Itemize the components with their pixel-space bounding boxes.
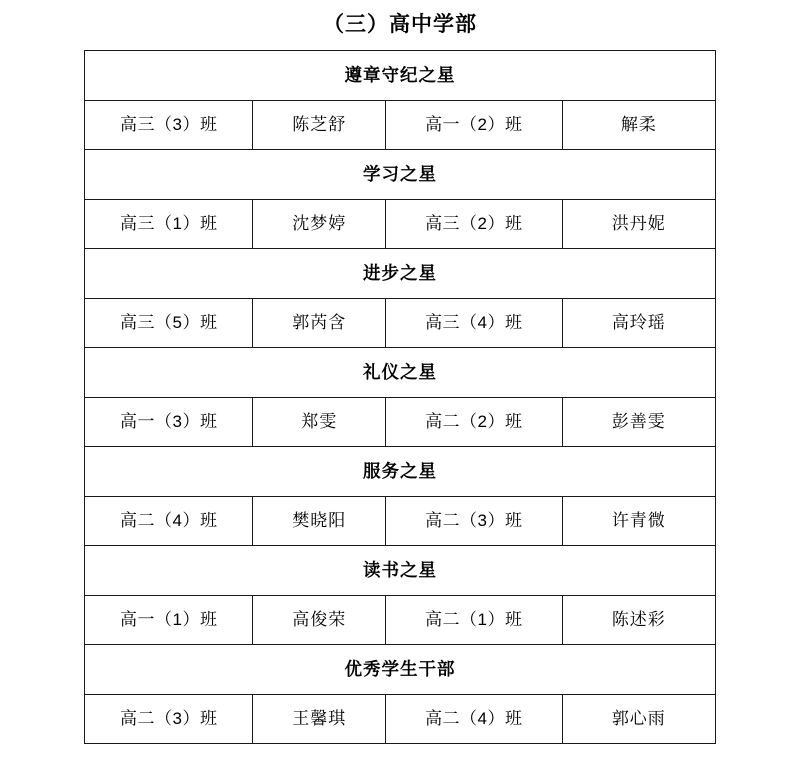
award-table-container [84,50,716,744]
award-table [84,50,716,744]
class-cell: 高二（3）班 [85,695,253,744]
name-cell: 彭善雯 [562,398,715,447]
name-cell: 陈芝舒 [253,101,386,150]
class-cell: 高一（1）班 [85,596,253,645]
page-title: （三）高中学部 [323,13,477,36]
class-cell: 高一（2）班 [385,101,562,150]
name-cell: 沈梦婷 [253,200,386,249]
class-cell: 高三（5）班 [85,299,253,348]
table-row-category [85,51,716,101]
category-title: 服务之星 [85,447,716,497]
name-cell: 高玲瑶 [562,299,715,348]
class-cell: 高二（2）班 [385,398,562,447]
class-cell: 高二（1）班 [385,596,562,645]
category-title: 读书之星 [85,546,716,596]
table-row-category [85,348,716,398]
category-title: 优秀学生干部 [85,645,716,695]
category-title: 遵章守纪之星 [85,51,716,101]
table-row [85,695,716,744]
name-cell: 郑雯 [253,398,386,447]
table-row-category [85,546,716,596]
table-row [85,299,716,348]
category-title: 进步之星 [85,249,716,299]
award-table-body [85,51,716,744]
table-row-category [85,249,716,299]
table-row [85,497,716,546]
category-title: 礼仪之星 [85,348,716,398]
name-cell: 许青微 [562,497,715,546]
class-cell: 高二（4）班 [85,497,253,546]
table-row [85,200,716,249]
table-row-category [85,645,716,695]
class-cell: 高二（3）班 [385,497,562,546]
category-title: 学习之星 [85,150,716,200]
name-cell: 郭芮含 [253,299,386,348]
table-row-category [85,150,716,200]
class-cell: 高三（2）班 [385,200,562,249]
name-cell: 王馨琪 [253,695,386,744]
table-row [85,596,716,645]
name-cell: 郭心雨 [562,695,715,744]
name-cell: 陈述彩 [562,596,715,645]
name-cell: 樊晓阳 [253,497,386,546]
table-row [85,398,716,447]
table-row [85,101,716,150]
name-cell: 解柔 [562,101,715,150]
class-cell: 高一（3）班 [85,398,253,447]
class-cell: 高三（1）班 [85,200,253,249]
name-cell: 洪丹妮 [562,200,715,249]
class-cell: 高三（3）班 [85,101,253,150]
table-row-category [85,447,716,497]
class-cell: 高二（4）班 [385,695,562,744]
class-cell: 高三（4）班 [385,299,562,348]
name-cell: 高俊荣 [253,596,386,645]
